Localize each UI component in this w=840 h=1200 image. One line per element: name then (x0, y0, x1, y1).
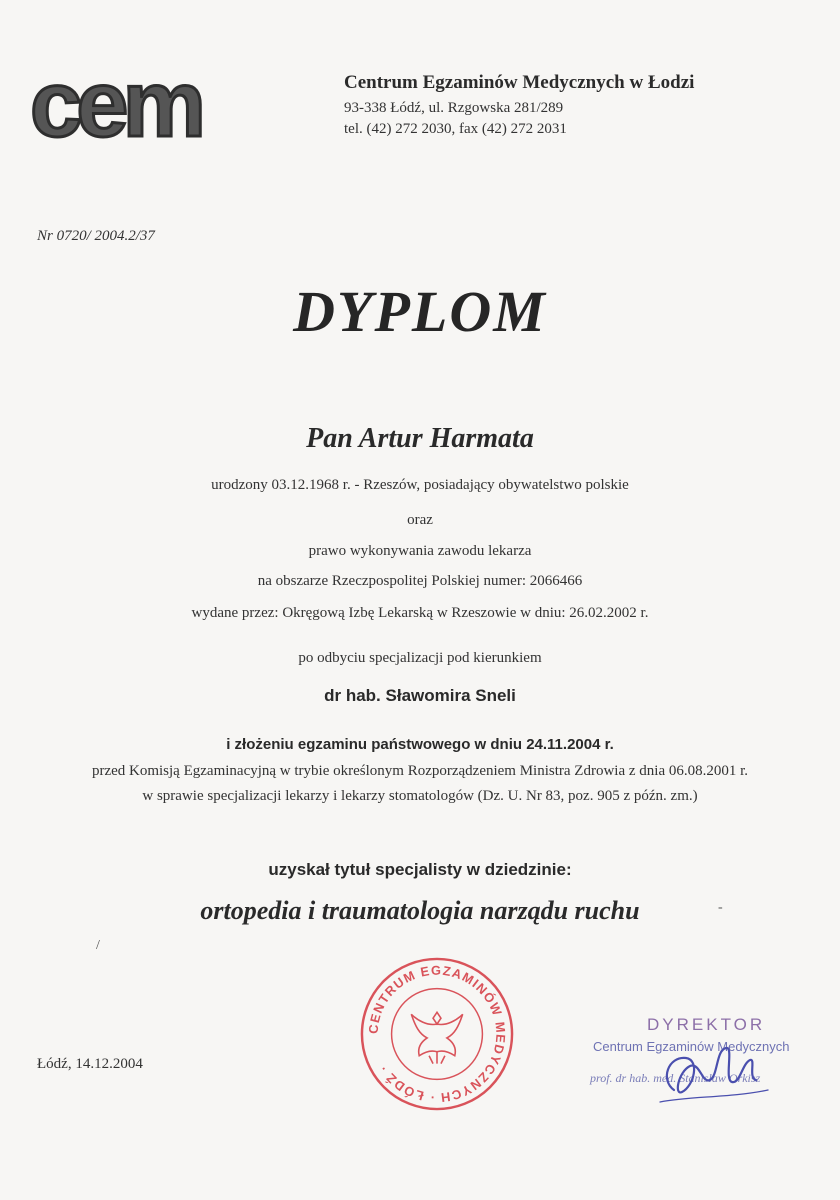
director-name: prof. dr hab. med. Stanisław Orkisz (590, 1071, 761, 1085)
stamp-text: CENTRUM EGZAMINÓW MEDYCZNYCH · ŁÓDŹ · (365, 962, 509, 1106)
institution-phone: tel. (42) 272 2030, fax (42) 272 2031 (344, 121, 567, 137)
director-institution: Centrum Egzaminów Medycznych (593, 1039, 790, 1054)
recipient-name: Pan Artur Harmata (306, 423, 534, 454)
cem-logo-text: cem (30, 66, 201, 146)
regulation-line-2: w sprawie specjalizacji lekarzy i lekarzy stomatologów (Dz. U. Nr 83, poz. 905 z późn. zm.) (142, 788, 698, 804)
place-and-date: Łódź, 14.12.2004 (37, 1056, 143, 1072)
specialty-title: ortopedia i traumatologia narządu ruchu (200, 896, 640, 925)
director-title: DYREKTOR (647, 1015, 766, 1034)
specialization-line: po odbyciu specjalizacji pod kierunkiem (298, 650, 542, 666)
document-title: DYPLOM (293, 279, 547, 344)
license-number-line: na obszarze Rzeczpospolitej Polskiej numer: 2066466 (257, 573, 583, 589)
issued-by-line: wydane przez: Okręgową Izbę Lekarską w Rzeszowie w dniu: 26.02.2002 r. (191, 605, 649, 621)
supervisor-name: dr hab. Sławomira Sneli (324, 686, 516, 705)
institution-address: 93-338 Łódź, ul. Rzgowska 281/289 (344, 100, 564, 116)
pen-mark: - (718, 900, 723, 915)
official-round-stamp (358, 955, 516, 1113)
birth-line: urodzony 03.12.1968 r. - Rzeszów, posiadający obywatelstwo polskie (211, 477, 629, 493)
pen-mark: / (96, 938, 100, 953)
document-number: Nr 0720/ 2004.2/37 (37, 228, 155, 244)
signature-graphic (630, 1020, 780, 1110)
caduceus-icon (262, 75, 278, 138)
institution-name: Centrum Egzaminów Medycznych w Łodzi (344, 72, 695, 93)
oraz-line: oraz (407, 512, 433, 528)
license-line: prawo wykonywania zawodu lekarza (308, 543, 532, 559)
institution-block (344, 72, 694, 140)
eagle-emblem-icon (411, 1012, 462, 1063)
exam-line: i złożeniu egzaminu państwowego w dniu 24.11.2004 r. (226, 736, 614, 753)
cem-logo-graphic (30, 66, 292, 146)
award-line: uzyskał tytuł specjalisty w dziedzinie: (268, 860, 572, 879)
handwritten-signature (630, 1020, 780, 1110)
stamp-graphic (358, 955, 516, 1113)
cem-logo (30, 66, 292, 146)
regulation-line-1: przed Komisją Egzaminacyjną w trybie określonym Rozporządzeniem Ministra Zdrowia z dnia 06.08.2001 r. (91, 763, 749, 779)
